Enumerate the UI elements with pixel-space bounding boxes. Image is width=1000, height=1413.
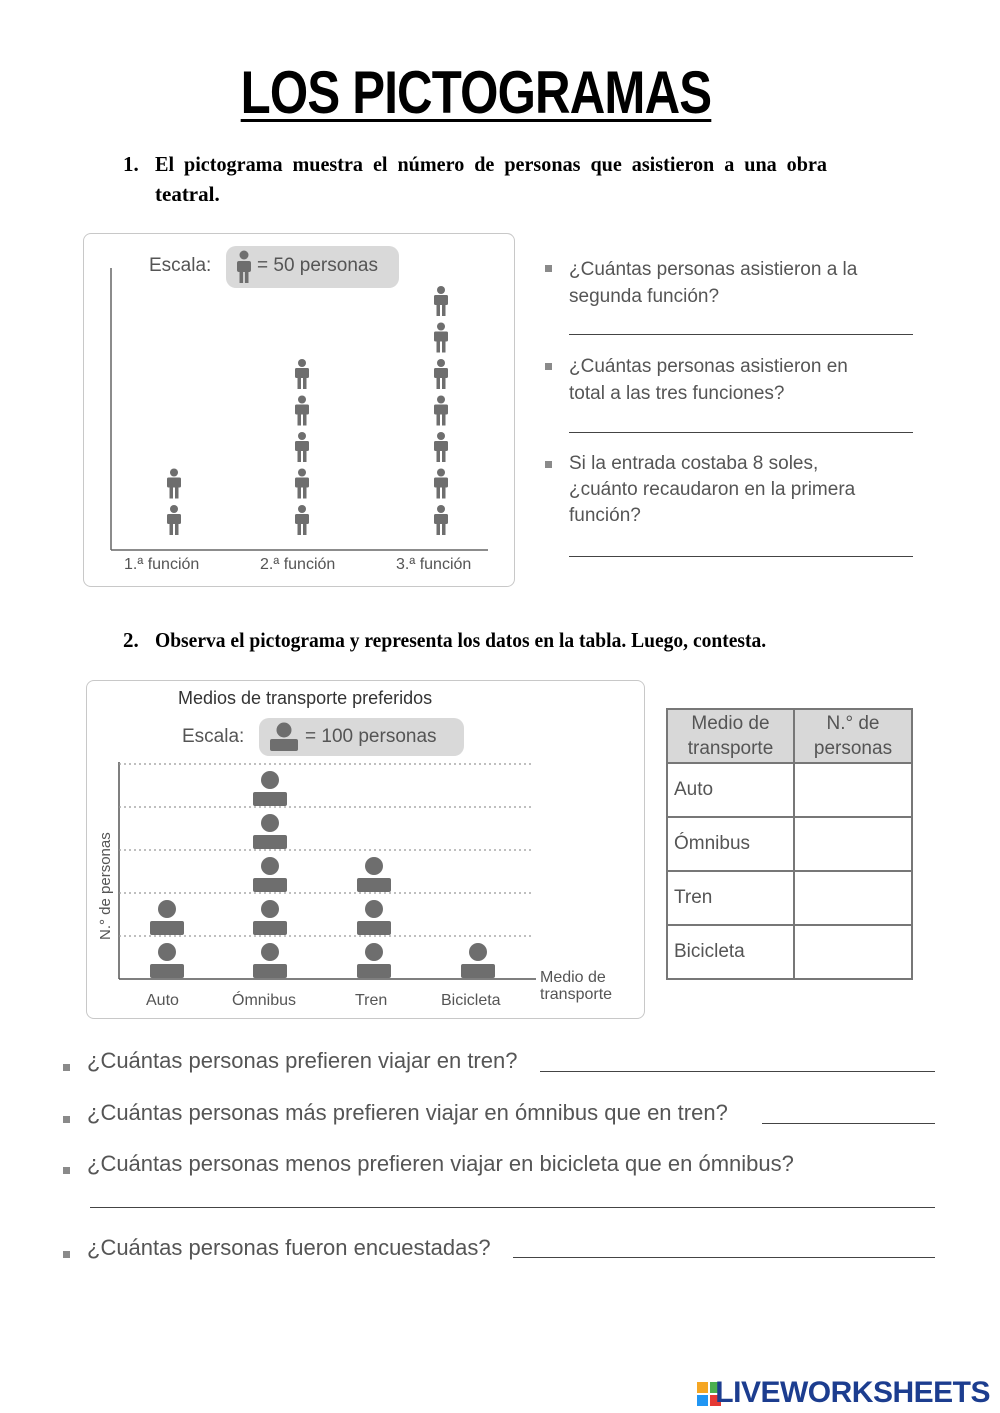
person-icon <box>295 396 309 426</box>
person-icon <box>295 505 309 535</box>
table-cell-label: Tren <box>667 871 794 925</box>
pictogram-2-scale-value: = 100 personas <box>305 726 437 747</box>
exercise-2-number: 2. <box>123 628 139 652</box>
x-tick-label: 1.ª función <box>124 556 200 573</box>
question-1a: ¿Cuántas personas asistieron a la segunda función? <box>569 259 858 307</box>
person-icon <box>434 286 448 316</box>
x-tick-label: Ómnibus <box>232 992 297 1009</box>
person-icon <box>167 505 181 535</box>
person-bust-icon <box>253 814 287 849</box>
person-bust-icon <box>357 900 391 935</box>
person-icon <box>434 323 448 353</box>
person-icon <box>434 505 448 535</box>
data-table <box>666 708 913 980</box>
person-icon <box>434 396 448 426</box>
x-tick-label: Bicicleta <box>441 992 501 1009</box>
person-bust-icon <box>150 943 184 978</box>
exercise-1-statement-line1: El pictograma muestra el número de personas que asistieron a una obra <box>155 152 827 176</box>
question-1c: Si la entrada costaba 8 soles, ¿cuánto recaudaron en la primera función? <box>569 453 856 526</box>
answer-line-2d[interactable] <box>513 1257 935 1258</box>
table-header-medio: Medio de transporte <box>667 709 794 763</box>
pictogram-1-chart <box>83 233 515 587</box>
person-bust-icon <box>253 943 287 978</box>
person-icon <box>167 469 181 499</box>
liveworksheets-brand: LIVEWORKSHEETS <box>715 1376 990 1409</box>
table-row <box>667 763 912 817</box>
person-bust-icon <box>253 900 287 935</box>
table-cell-input[interactable] <box>794 925 912 979</box>
question-2a: ¿Cuántas personas prefieren viajar en tren? <box>87 1048 518 1073</box>
person-bust-icon <box>357 943 391 978</box>
x-tick-label: 3.ª función <box>396 556 472 573</box>
bullet <box>63 1064 70 1071</box>
answer-line-1a[interactable] <box>569 334 913 335</box>
exercise-1-number: 1. <box>123 152 139 176</box>
person-bust-icon <box>357 857 391 892</box>
person-icon <box>434 432 448 462</box>
pictogram-1-scale-label: Escala: <box>149 255 212 276</box>
page-title: LOS PICTOGRAMAS <box>240 59 712 126</box>
x-tick-label: Auto <box>146 992 179 1009</box>
question-2c: ¿Cuántas personas menos prefieren viajar en bicicleta que en ómnibus? <box>87 1151 794 1176</box>
person-icon <box>434 469 448 499</box>
person-icon <box>295 469 309 499</box>
y-axis-label: N.° de personas <box>97 832 114 940</box>
exercise-1-statement-line2: teatral. <box>155 182 220 206</box>
table-cell-label: Ómnibus <box>667 817 794 871</box>
table-cell-input[interactable] <box>794 817 912 871</box>
question-2b: ¿Cuántas personas más prefieren viajar en ómnibus que en tren? <box>87 1100 728 1125</box>
pictogram-1-scale-value: = 50 personas <box>257 255 378 276</box>
table-cell-label: Bicicleta <box>667 925 794 979</box>
answer-line-2b[interactable] <box>762 1123 935 1124</box>
table-cell-input[interactable] <box>794 763 912 817</box>
answer-line-2a[interactable] <box>540 1071 935 1072</box>
x-axis-label: Medio de transporte <box>540 969 613 1003</box>
bullet <box>545 461 552 468</box>
pictogram-2-scale-label: Escala: <box>182 726 245 747</box>
bullet <box>545 363 552 370</box>
answer-line-1c[interactable] <box>569 556 913 557</box>
table-row <box>667 871 912 925</box>
person-icon <box>295 359 309 389</box>
person-bust-icon <box>461 943 495 978</box>
pictogram-2-title: Medios de transporte preferidos <box>178 688 433 708</box>
answer-line-1b[interactable] <box>569 432 913 433</box>
bullet <box>545 265 552 272</box>
person-bust-icon <box>253 857 287 892</box>
person-bust-icon <box>253 771 287 806</box>
bullet <box>63 1167 70 1174</box>
person-bust-icon <box>150 900 184 935</box>
table-row <box>667 817 912 871</box>
table-row <box>667 925 912 979</box>
table-header-personas: N.° de personas <box>794 709 912 763</box>
bullet <box>63 1251 70 1258</box>
x-tick-label: Tren <box>355 992 388 1009</box>
table-cell-input[interactable] <box>794 871 912 925</box>
bullet <box>63 1116 70 1123</box>
question-2d: ¿Cuántas personas fueron encuestadas? <box>87 1235 491 1260</box>
x-tick-label: 2.ª función <box>260 556 336 573</box>
person-icon <box>434 359 448 389</box>
exercise-2-statement: Observa el pictograma y representa los datos en la tabla. Luego, contesta. <box>155 628 767 652</box>
person-icon <box>295 432 309 462</box>
answer-line-2c[interactable] <box>90 1207 935 1208</box>
table-cell-label: Auto <box>667 763 794 817</box>
question-1b: ¿Cuántas personas asistieron en total a las tres funciones? <box>569 356 848 404</box>
